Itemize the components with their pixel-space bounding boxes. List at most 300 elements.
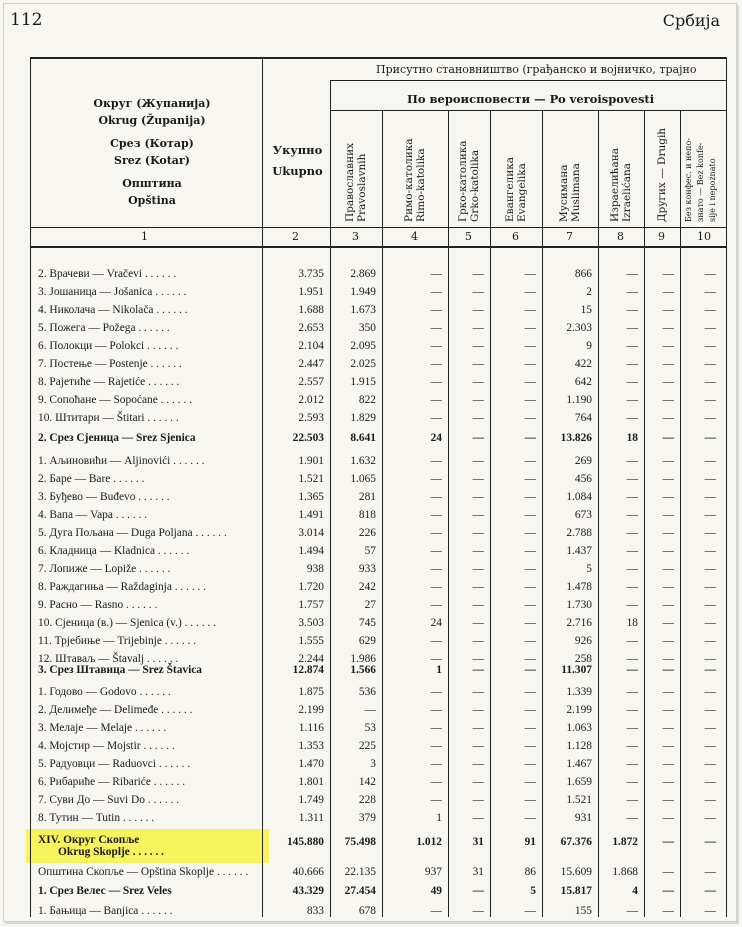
row-value: 1.365 [298,491,324,503]
row-value: — [704,635,716,647]
row-value: 2.788 [566,527,592,539]
row-value: — [704,905,716,917]
row-value: — [472,455,484,467]
row-value: — [472,563,484,575]
row-value: — [704,340,716,352]
row-value: — [704,545,716,557]
row-value: — [626,412,638,424]
row-value: — [704,394,716,406]
row-value: — [626,758,638,770]
row-label: 3. Мелаје — Melaje . . . . . . [38,722,167,734]
row-value: — [704,686,716,698]
row-value: — [704,322,716,334]
table-row [0,617,742,632]
row-value: 1.749 [298,794,324,806]
row-value: — [704,653,716,665]
row-value: — [430,635,442,647]
row-value: — [704,432,716,444]
row-value: — [626,686,638,698]
table-row [0,722,742,737]
row-value: — [662,491,674,503]
left-header-line: Opština [128,194,176,207]
row-value: 2.244 [298,653,324,665]
row-value: 1.986 [350,653,376,665]
row-value: 1.084 [566,491,592,503]
row-value: — [662,394,674,406]
row-label: 4. Мојстир — Mojstir . . . . . . [38,740,175,752]
religion-header: По вероисповести — Po veroispovesti [407,92,655,106]
row-value: 22.503 [292,432,324,444]
row-value: 43.329 [292,885,324,897]
row-value: — [524,491,536,503]
row-value: — [704,563,716,575]
row-value: 27.454 [344,885,376,897]
row-value: — [662,376,674,388]
row-value: 764 [574,412,592,424]
row-value: — [704,885,716,897]
row-value: 9 [586,340,592,352]
row-value: — [626,722,638,734]
row-value: 1.757 [298,599,324,611]
row-label: 2. Врачеви — Vračevi . . . . . . [38,268,177,280]
row-value: — [704,491,716,503]
row-value: — [524,286,536,298]
row-value: — [524,740,536,752]
table-row [0,834,742,858]
row-value: 86 [524,866,536,878]
row-value: 1 [436,812,442,824]
row-value: 8.641 [350,432,376,444]
column-header-text: Мусимана [558,164,570,222]
row-value: — [472,653,484,665]
row-value: 1.116 [298,722,324,734]
row-label: 9. Сопоћане — Sopoćane . . . . . . [38,394,192,406]
row-value: — [626,491,638,503]
row-value: 2.653 [298,322,324,334]
row-value: 2.104 [298,340,324,352]
row-label-line: XIV. Округ Скопље [38,834,140,846]
row-value: 12.874 [292,664,324,676]
row-value: 1.659 [566,776,592,788]
row-value: 2.869 [350,268,376,280]
table-row [0,412,742,427]
table-row [0,432,742,447]
row-value: — [662,527,674,539]
row-label: 2. Срез Сјеница — Srez Sjenica [38,432,196,444]
row-value: 2.199 [298,704,324,716]
table-row [0,794,742,809]
rule-numbers-bottom [30,246,726,248]
row-value: — [704,866,716,878]
column-number: 1 [141,230,148,243]
row-value: 1.801 [298,776,324,788]
row-value: 926 [574,635,592,647]
column-header-text: Grko-katolika [469,149,481,222]
table-row [0,455,742,470]
column-header-text: знато — Bez konfe- [696,142,705,222]
row-value: 1.470 [298,758,324,770]
row-value: — [704,812,716,824]
row-value: 3.503 [298,617,324,629]
row-value: — [524,432,536,444]
row-value: — [524,686,536,698]
row-value: — [704,358,716,370]
row-value: 2.012 [298,394,324,406]
row-value: 673 [574,509,592,521]
row-value: — [472,686,484,698]
row-value: — [472,473,484,485]
row-value: — [524,268,536,280]
row-value: 3.014 [298,527,324,539]
row-value: — [524,340,536,352]
row-value: 1.437 [566,545,592,557]
row-value: — [472,885,484,897]
row-value: 142 [358,776,376,788]
row-value: — [626,376,638,388]
row-label: 7. Постење — Postenje . . . . . . [38,358,182,370]
table-row [0,599,742,614]
row-label: 5. Дуга Пољана — Duga Poljana . . . . . . [38,527,227,539]
row-value: 642 [574,376,592,388]
row-value: — [662,286,674,298]
row-value: — [626,509,638,521]
row-label: 11. Трјебиње — Trijebinje . . . . . . [38,635,197,647]
row-value: — [704,412,716,424]
row-value: 226 [358,527,376,539]
row-value: — [472,740,484,752]
column-header-text: Без конфес. и непо- [684,137,693,222]
row-value: 933 [358,563,376,575]
row-value: — [704,794,716,806]
row-value: 1.521 [298,473,324,485]
row-value: 53 [364,722,376,734]
row-label: 5. Радуовци — Raduovci . . . . . . [38,758,191,770]
row-value: — [472,812,484,824]
row-value: — [524,527,536,539]
row-value: — [662,758,674,770]
row-value: — [626,358,638,370]
column-header-text: Израелићана [609,147,621,222]
left-header-line: Srez (Kotar) [114,154,190,167]
row-value: 1.829 [350,412,376,424]
row-value: — [524,599,536,611]
row-value: — [704,304,716,316]
row-value: — [662,412,674,424]
row-value: — [472,304,484,316]
table-row [0,758,742,773]
column-number: 7 [566,230,573,243]
row-value: 15.817 [560,885,592,897]
row-value: 938 [306,563,324,575]
row-value: — [662,885,674,897]
row-value: — [524,545,536,557]
row-value: — [662,617,674,629]
row-value: — [704,740,716,752]
row-value: — [662,509,674,521]
total-header [270,140,325,182]
row-value: — [704,722,716,734]
row-value: — [662,304,674,316]
column-header-text: Izraelićana [621,162,633,222]
row-value: — [626,322,638,334]
row-value: — [524,758,536,770]
row-value: — [662,455,674,467]
row-value: — [704,268,716,280]
row-value: 350 [358,322,376,334]
row-value: — [662,599,674,611]
row-value: — [524,581,536,593]
row-value: — [430,340,442,352]
row-value: — [704,455,716,467]
row-value: 1.521 [566,794,592,806]
row-value: 145.880 [286,836,324,848]
total-header-line: Ukupno [272,164,323,178]
row-value: — [430,322,442,334]
row-value: — [430,758,442,770]
row-value: 15 [580,304,592,316]
row-value: 49 [430,885,442,897]
row-label: 9. Расно — Rasno . . . . . . [38,599,158,611]
row-label: 5. Пожега — Požega . . . . . . [38,322,170,334]
table-row [0,527,742,542]
row-value: — [472,268,484,280]
table-row [0,491,742,506]
row-value: 18 [626,617,638,629]
row-value: 5 [530,885,536,897]
row-value: 1.478 [566,581,592,593]
row-value: — [662,432,674,444]
row-label: 4. Вапа — Vapa . . . . . . [38,509,148,521]
row-label: 3. Јошаница — Jošanica . . . . . . [38,286,187,298]
row-value: 57 [364,545,376,557]
row-value: 242 [358,581,376,593]
row-value: 1.901 [298,455,324,467]
column-header-text: sije i nepoznato [708,158,717,222]
row-value: — [626,563,638,575]
row-value: — [626,304,638,316]
row-value: — [626,812,638,824]
row-value: — [430,509,442,521]
row-value: — [430,268,442,280]
row-value: — [524,322,536,334]
row-value: — [662,812,674,824]
row-value: — [472,358,484,370]
left-header-line: Срез (Котар) [110,137,194,150]
row-label-line: Okrug Skoplje . . . . . . [58,846,165,858]
column-header-text: Православних [344,142,356,222]
row-value: — [626,455,638,467]
table-row [0,473,742,488]
population-header: Присутно становништво (грађанско и војничко, трајно [376,63,697,76]
row-value: — [626,581,638,593]
row-value: 3.735 [298,268,324,280]
column-header-text: Римо-католика [403,138,415,222]
row-value: — [472,599,484,611]
row-value: — [626,473,638,485]
column-number: 2 [292,230,299,243]
row-value: — [662,581,674,593]
row-value: — [524,635,536,647]
row-value: — [704,617,716,629]
row-value: 1.951 [298,286,324,298]
row-value: — [524,376,536,388]
row-value: 822 [358,394,376,406]
column-number: 3 [352,230,359,243]
row-value: 91 [524,836,536,848]
column-header-text: Евангелика [504,156,516,222]
row-value: 1.632 [350,455,376,467]
column-number: 4 [411,230,418,243]
row-label: 7. Лопиже — Lopiže . . . . . . [38,563,171,575]
row-value: — [626,653,638,665]
row-value: — [626,776,638,788]
row-value: — [662,776,674,788]
rule-religion [330,80,726,81]
row-value: 866 [574,268,592,280]
row-value: — [524,394,536,406]
row-label: 7. Суви До — Suvi Do . . . . . . [38,794,180,806]
row-value: — [662,358,674,370]
row-value: — [472,722,484,734]
row-value: 1 [436,664,442,676]
row-label [38,834,164,858]
row-value: — [472,545,484,557]
table-row [0,581,742,596]
row-value: — [430,545,442,557]
column-number: 5 [465,230,472,243]
row-value: — [626,704,638,716]
table-row [0,776,742,791]
row-value: — [430,491,442,503]
row-value: 1.868 [612,866,638,878]
row-value: 1.311 [298,812,324,824]
row-value: 40.666 [292,866,324,878]
row-value: — [430,686,442,698]
row-value: 1.339 [566,686,592,698]
row-value: — [472,340,484,352]
row-value: 1.915 [350,376,376,388]
row-value: — [430,905,442,917]
row-value: — [704,758,716,770]
row-label: 8. Тутин — Tutin . . . . . . [38,812,155,824]
row-value: — [662,740,674,752]
row-value: — [430,599,442,611]
row-label: 3. Срез Штавица — Srez Štavica [38,664,203,676]
row-label: 2. Баре — Bare . . . . . . [38,473,145,485]
row-value: — [662,268,674,280]
column-number: 10 [697,230,711,243]
column-header-text: Pravoslavnih [356,153,368,222]
row-value: — [662,563,674,575]
row-value: — [662,686,674,698]
row-value: — [524,304,536,316]
table-row [0,286,742,301]
row-value: — [472,704,484,716]
row-label: 1. Срез Велес — Srez Veles [38,885,172,897]
row-value: 4 [632,885,638,897]
row-value: — [524,794,536,806]
row-value: 24 [430,617,442,629]
row-value: 931 [574,812,592,824]
row-value: 22.135 [344,866,376,878]
row-value: — [524,653,536,665]
row-value: 225 [358,740,376,752]
row-label: 10. Сјеница (в.) — Sjenica (v.) . . . . . . [38,617,216,629]
row-value: 2.593 [298,412,324,424]
row-value: — [430,358,442,370]
row-value: — [662,545,674,557]
row-value: 1.467 [566,758,592,770]
row-value: — [524,905,536,917]
row-value: — [626,905,638,917]
rule-top [30,57,726,59]
row-value: 75.498 [344,836,376,848]
row-label: 4. Николача — Nikolača . . . . . . [38,304,188,316]
left-header-line: Округ (Жупанија) [93,97,211,110]
table-row [0,563,742,578]
row-value: — [626,286,638,298]
row-label: 1. Годово — Godovo . . . . . . [38,686,171,698]
row-value: — [626,599,638,611]
row-value: — [524,563,536,575]
row-value: — [626,340,638,352]
left-header [82,95,222,209]
row-value: — [472,322,484,334]
table-row [0,304,742,319]
row-value: 258 [574,653,592,665]
row-value: — [430,740,442,752]
row-value: — [704,704,716,716]
row-value: — [430,794,442,806]
rule-sub [330,110,726,111]
row-label: 6. Рибариће — Ribariće . . . . . . [38,776,186,788]
row-label: 2. Делимеђе — Delimeđe . . . . . . [38,704,193,716]
row-value: — [524,704,536,716]
row-value: — [430,376,442,388]
row-value: 31 [472,836,484,848]
row-label: 8. Раждагиња — Raždaginja . . . . . . [38,581,207,593]
row-label: 3. Буђево — Buđevo . . . . . . [38,491,170,503]
row-value: — [662,473,674,485]
country-title: Србија [662,11,720,30]
column-number: 6 [512,230,519,243]
table-row [0,866,742,881]
row-value: 536 [358,686,376,698]
table-row [0,340,742,355]
row-value: 745 [358,617,376,629]
row-value: 2.303 [566,322,592,334]
row-value: — [626,635,638,647]
row-value: — [704,527,716,539]
row-value: — [662,836,674,848]
row-value: — [472,527,484,539]
table-row [0,394,742,409]
row-value: — [472,376,484,388]
row-value: — [472,664,484,676]
row-value: — [472,905,484,917]
row-value: 1.688 [298,304,324,316]
row-value: — [626,527,638,539]
row-value: — [430,581,442,593]
row-value: 3 [370,758,376,770]
row-label: 6. Кладница — Kladnica . . . . . . [38,545,190,557]
row-value: 2.716 [566,617,592,629]
row-value: 2.025 [350,358,376,370]
row-value: — [472,412,484,424]
row-label: 1. Аљиновићи — Aljinovići . . . . . . [38,455,205,467]
row-value: 67.376 [560,836,592,848]
row-value: — [662,322,674,334]
